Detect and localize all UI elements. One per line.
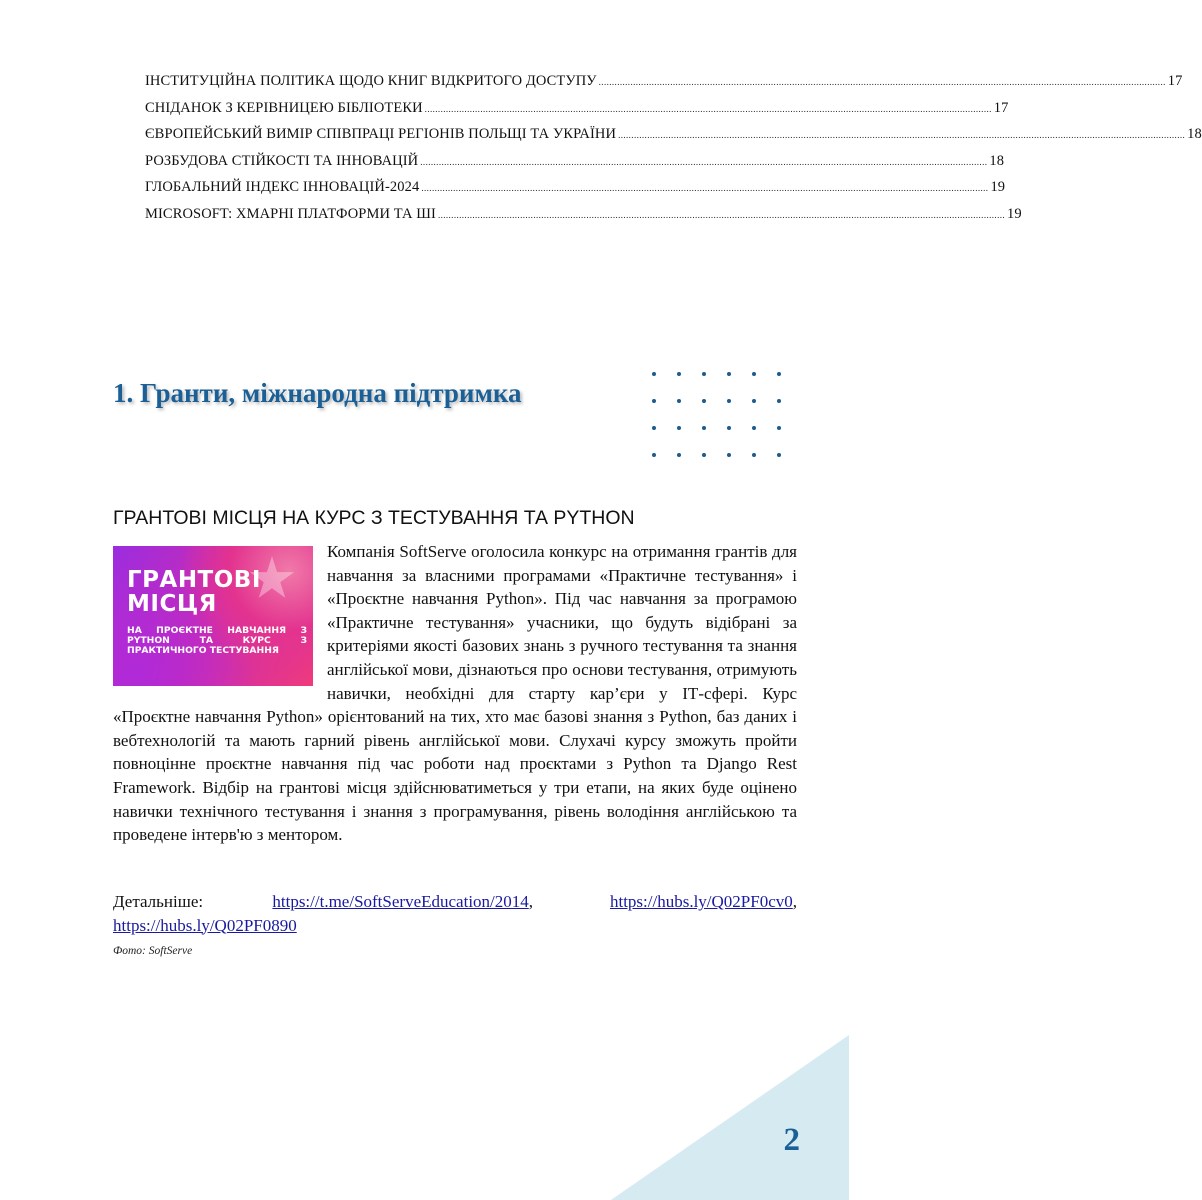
article-image <box>113 546 313 686</box>
toc-leader-dots: ...................................................................................................................................................................................................................... <box>421 183 989 193</box>
image-headline: ГРАНТОВІ МІСЦЯ <box>127 567 261 617</box>
decorative-dot <box>752 426 756 430</box>
toc-entry[interactable] <box>145 205 1022 233</box>
toc-leader-dots: ...................................................................................................................................................................................................................... <box>437 209 1006 220</box>
article-body <box>113 540 797 847</box>
decorative-dot <box>727 453 731 457</box>
decorative-dot <box>777 399 781 403</box>
decorative-dot <box>677 453 681 457</box>
toc-entry[interactable] <box>145 179 1006 206</box>
details-link[interactable]: https://t.me/SoftServeEducation/2014 <box>272 892 529 911</box>
toc-entry-title: РОЗБУДОВА СТІЙКОСТІ ТА ІННОВАЦІЙ <box>145 152 419 169</box>
details-link[interactable]: https://hubs.ly/Q02PF0890 <box>113 915 297 935</box>
page-number: 2 <box>783 1122 800 1158</box>
toc-entry-page: 17 <box>993 99 1009 116</box>
toc-entry-title: ГЛОБАЛЬНИЙ ІНДЕКС ІННОВАЦІЙ-2024 <box>145 179 420 195</box>
toc-entry-page: 18 <box>989 152 1005 169</box>
toc-entry-page: 17 <box>1167 73 1183 89</box>
toc-leader-dots: ...................................................................................................................................................................................................................... <box>618 130 1186 140</box>
table-of-contents <box>145 73 1202 232</box>
toc-entry-title: СНІДАНОК З КЕРІВНИЦЕЮ БІБЛІОТЕКИ <box>145 99 423 116</box>
decorative-dot <box>652 426 656 430</box>
article-text: Компанія SoftServe оголосила конкурс на отримання грантів для навчання за власними програмами «Практичне тестування» і «Проєктне навчання Python». Під час навчання за програмою «Практичне тестування» учасники, що будуть відібрані за критеріями якості базових знань з ручного тестування та знання англійської мови, дізнаються про основи тестування, отримують навички, необхідні для старту кар’єри у ІТ-сфері. Курс «Проєктне навчання Python» орієнтований на тих, хто має базові знання з Python, баз даних і вебтехнологій та мають гарний рівень англійської мови. Слухачі курсу зможуть пройти повноцінне проєктне навчання під час роботи над проєктами з Python та Django Rest Framework. Відбір на грантові місця здійснюватиметься у три етапи, на яких буде оцінено навички технічного тестування і знання з програмування, рівень володіння англійською та проведене інтерв'ю з ментором. <box>113 542 797 845</box>
toc-entry-title: ЄВРОПЕЙСЬКИЙ ВИМІР СПІВПРАЦІ РЕГІОНІВ ПОЛЬЩІ ТА УКРАЇНИ <box>145 126 617 142</box>
toc-entry[interactable] <box>145 73 1183 100</box>
details-link[interactable]: https://hubs.ly/Q02PF0cv0 <box>609 892 793 911</box>
toc-entry-page: 19 <box>1007 205 1022 222</box>
corner-decoration <box>611 1035 849 1200</box>
toc-leader-dots: ...................................................................................................................................................................................................................... <box>424 103 992 114</box>
decorative-dot <box>727 426 731 430</box>
decorative-dot <box>702 399 706 403</box>
decorative-dot <box>677 426 681 430</box>
decorative-dot <box>702 426 706 430</box>
decorative-dot <box>727 399 731 403</box>
decorative-dot <box>727 372 731 376</box>
decorative-dot <box>752 399 756 403</box>
decorative-dot <box>702 372 706 376</box>
decorative-dot <box>652 399 656 403</box>
decorative-dot <box>652 453 656 457</box>
toc-entry-page: 18 <box>1187 126 1202 142</box>
decorative-dot <box>752 453 756 457</box>
decorative-dot <box>702 453 706 457</box>
decorative-dot <box>677 399 681 403</box>
toc-entry-title: ІНСТИТУЦІЙНА ПОЛІТИКА ЩОДО КНИГ ВІДКРИТОГО ДОСТУПУ <box>145 73 597 89</box>
toc-entry-title: MICROSOFT: ХМАРНІ ПЛАТФОРМИ ТА ШІ <box>145 205 436 222</box>
toc-leader-dots: ...................................................................................................................................................................................................................... <box>598 77 1166 87</box>
toc-entry[interactable] <box>145 99 1009 127</box>
details-label: Детальніше: <box>113 892 204 911</box>
toc-entry[interactable] <box>145 152 1005 180</box>
decorative-dot <box>677 372 681 376</box>
section-heading: 1. Гранти, міжнародна підтримка <box>113 378 522 408</box>
toc-entry[interactable] <box>145 126 1202 153</box>
decorative-dot <box>752 372 756 376</box>
photo-credit: Фото: SoftServe <box>113 945 193 957</box>
article-title: ГРАНТОВІ МІСЦЯ НА КУРС З ТЕСТУВАННЯ ТА PYTHON <box>113 507 635 529</box>
details-links: Детальніше: https://t.me/SoftServeEducation/2014, https://hubs.ly/Q02PF0cv0, https://hubs.ly/Q02PF0890 <box>113 892 798 935</box>
decorative-dot <box>777 453 781 457</box>
toc-entry-page: 19 <box>990 179 1006 195</box>
decorative-dot <box>777 426 781 430</box>
decorative-dot <box>652 372 656 376</box>
decorative-dot <box>777 372 781 376</box>
decorative-dot-grid <box>652 372 802 472</box>
toc-leader-dots: ...................................................................................................................................................................................................................... <box>420 156 988 167</box>
image-subheadline: НА ПРОЄКТНЕ НАВЧАННЯ З PYTHON ТА КУРС З ПРАКТИЧНОГО ТЕСТУВАННЯ <box>127 625 307 656</box>
